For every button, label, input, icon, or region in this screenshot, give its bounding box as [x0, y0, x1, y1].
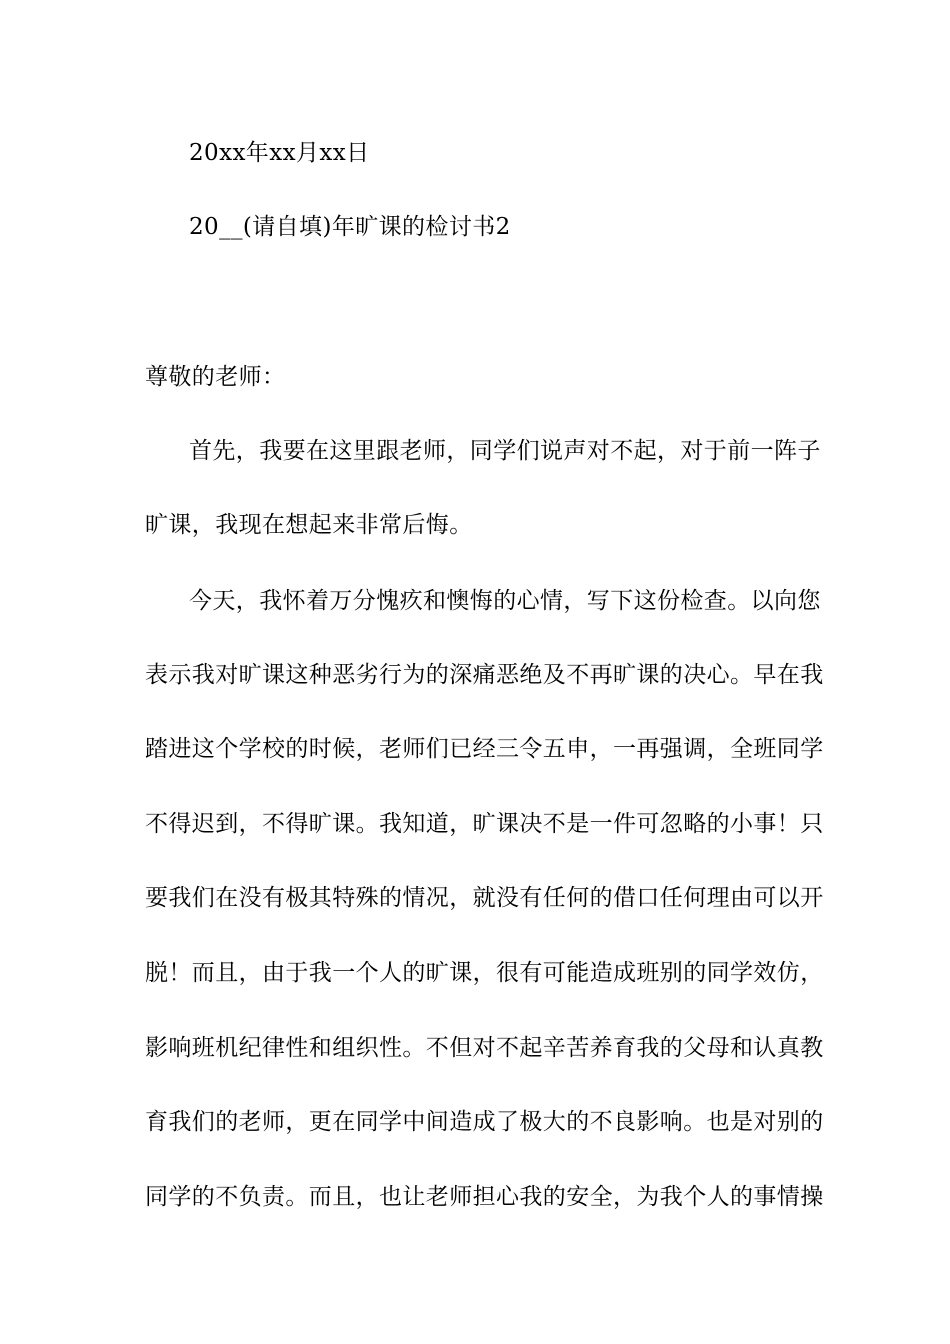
paragraph-2-line-8: 育我们的老师，更在同学中间造成了极大的不良影响。也是对别的 — [145, 1109, 824, 1135]
paragraph-2-line-2: 表示我对旷课这种恶劣行为的深痛恶绝及不再旷课的决心。早在我 — [145, 662, 824, 688]
salutation: 尊敬的老师： — [145, 364, 286, 390]
paragraph-2-line-5: 要我们在没有极其特殊的情况，就没有任何的借口任何理由可以开 — [145, 885, 824, 911]
document-title: 20__(请自填)年旷课的检讨书2 — [189, 214, 511, 240]
paragraph-2-line-7: 影响班机纪律性和组织性。不但对不起辛苦养育我的父母和认真教 — [145, 1035, 824, 1061]
paragraph-2-line-3: 踏进这个学校的时候，老师们已经三令五申，一再强调，全班同学 — [145, 736, 824, 762]
paragraph-1-line-2: 旷课，我现在想起来非常后悔。 — [145, 512, 473, 538]
paragraph-2-line-6: 脱！而且，由于我一个人的旷课，很有可能造成班别的同学效仿， — [145, 960, 824, 986]
paragraph-1-line-1: 首先，我要在这里跟老师，同学们说声对不起，对于前一阵子 — [189, 438, 821, 464]
paragraph-2-line-1: 今天，我怀着万分愧疚和懊悔的心情，写下这份检查。以向您 — [189, 588, 821, 614]
date-line: 20xx年xx月xx日 — [189, 140, 370, 166]
paragraph-2-line-4: 不得迟到，不得旷课。我知道，旷课决不是一件可忽略的小事！只 — [145, 811, 824, 837]
paragraph-2-line-9: 同学的不负责。而且，也让老师担心我的安全，为我个人的事情操 — [145, 1184, 824, 1210]
